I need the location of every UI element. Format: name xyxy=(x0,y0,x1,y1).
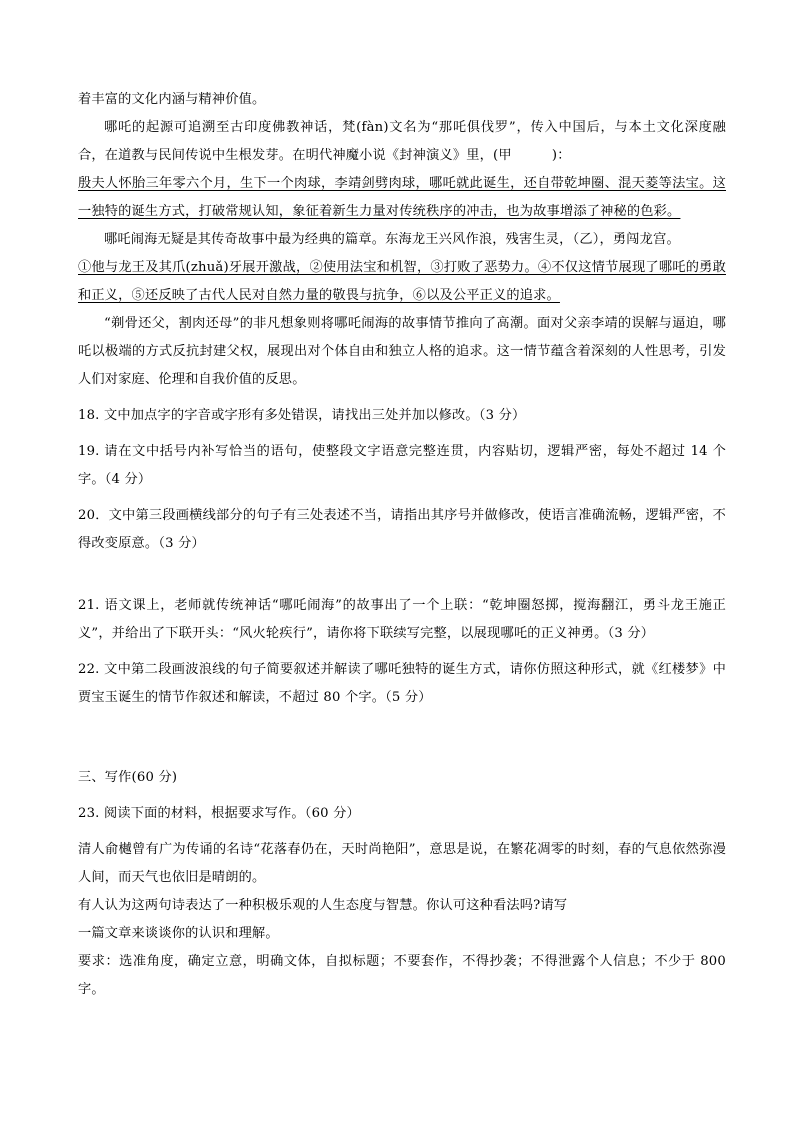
paragraph-figurative: “剃骨还父，割肉还母”的非凡想象则将哪吒闹海的故事情节推向了高潮。面对父亲李靖的误解与逼迫，哪吒以极端的方式反抗封建父权，展现出对个体自由和独立人格的追求。这一情节蕴含着深刻的人性思考，引发人们对家庭、伦理和自我价值的反思。 xyxy=(78,316,726,387)
section-heading-writing: 三、写作(60 分) xyxy=(78,770,178,785)
writing-material-line-1: 清人俞樾曾有广为传诵的名诗“花落春仍在，天时尚艳阳”，意思是说，在繁花凋零的时刻，春的气息依然弥漫人间，而天气也依旧是晴朗的。 xyxy=(78,842,726,885)
writing-material-line-4: 要求：选准角度，确定立意，明确文体，自拟标题；不要套作，不得抄袭；不得泄露个人信息；不少于 800 字。 xyxy=(78,954,726,997)
writing-material-line-3: 一篇文章来谈谈你的认识和理解。 xyxy=(78,926,279,941)
question-18: 18. 文中加点字的字音或字形有多处错误，请找出三处并加以修改。（3 分） xyxy=(78,408,526,423)
question-22: 22. 文中第二段画波浪线的句子简要叙述并解读了哪吒独特的诞生方式，请你仿照这种形式，就《红楼梦》中贾宝玉诞生的情节作叙述和解读，不超过 80 个字。（5 分） xyxy=(78,662,726,705)
paragraph-origin: 哪吒的起源可追溯至古印度佛教神话，梵(fàn)文名为“那吒俱伐罗”，传入中国后，与本土文化深度融合，在道教与民间传说中生根发芽。在明代神魔小说《封神演义》里，(甲 )： xyxy=(78,120,726,163)
writing-material-line-2: 有人认为这两句诗表达了一种积极乐观的人生态度与智慧。你认可这种看法吗?请写 xyxy=(78,898,568,913)
question-21: 21. 语文课上，老师就传统神话“哪吒闹海”的故事出了一个上联：“乾坤圈怒掷，搅海翻江，勇斗龙王施正义”，并给出了下联开头：“风火轮疾行”，请你将下联续写完整，以展现哪吒的正义神勇。（3 分） xyxy=(78,598,726,641)
paragraph-wavy-sentences: ①他与龙王及其爪(zhuǎ)牙展开激战，②使用法宝和机智，③打败了恶势力。④不仅这情节展现了哪吒的勇敢和正义，⑤还反映了古代人民对自然力量的敬畏与抗争，⑥以及公平正义的追求。 xyxy=(78,260,726,303)
paragraph-intro-tail: 着丰富的文化内涵与精神价值。 xyxy=(78,92,266,107)
document-content xyxy=(78,86,726,1004)
paragraph-birth-underlined: 殷夫人怀胎三年零六个月，生下一个肉球，李靖剑劈肉球，哪吒就此诞生，还自带乾坤圈、混天菱等法宝。这一独特的诞生方式，打破常规认知，象征着新生力量对传统秩序的冲击，也为故事增添了神秘的色彩。 xyxy=(78,176,726,219)
question-19: 19. 请在文中括号内补写恰当的语句，使整段文字语意完整连贯，内容贴切，逻辑严密，每处不超过 14 个字。（4 分） xyxy=(78,444,726,487)
paragraph-naohai: 哪吒闹海无疑是其传奇故事中最为经典的篇章。东海龙王兴风作浪，残害生灵，（乙），勇闯龙宫。 xyxy=(104,232,680,247)
question-20: 20．文中第三段画横线部分的句子有三处表述不当，请指出其序号并做修改，使语言准确流畅，逻辑严密，不得改变原意。（3 分） xyxy=(78,508,726,551)
writing-prompt-number: 23. 阅读下面的材料，根据要求写作。（60 分） xyxy=(78,806,360,821)
